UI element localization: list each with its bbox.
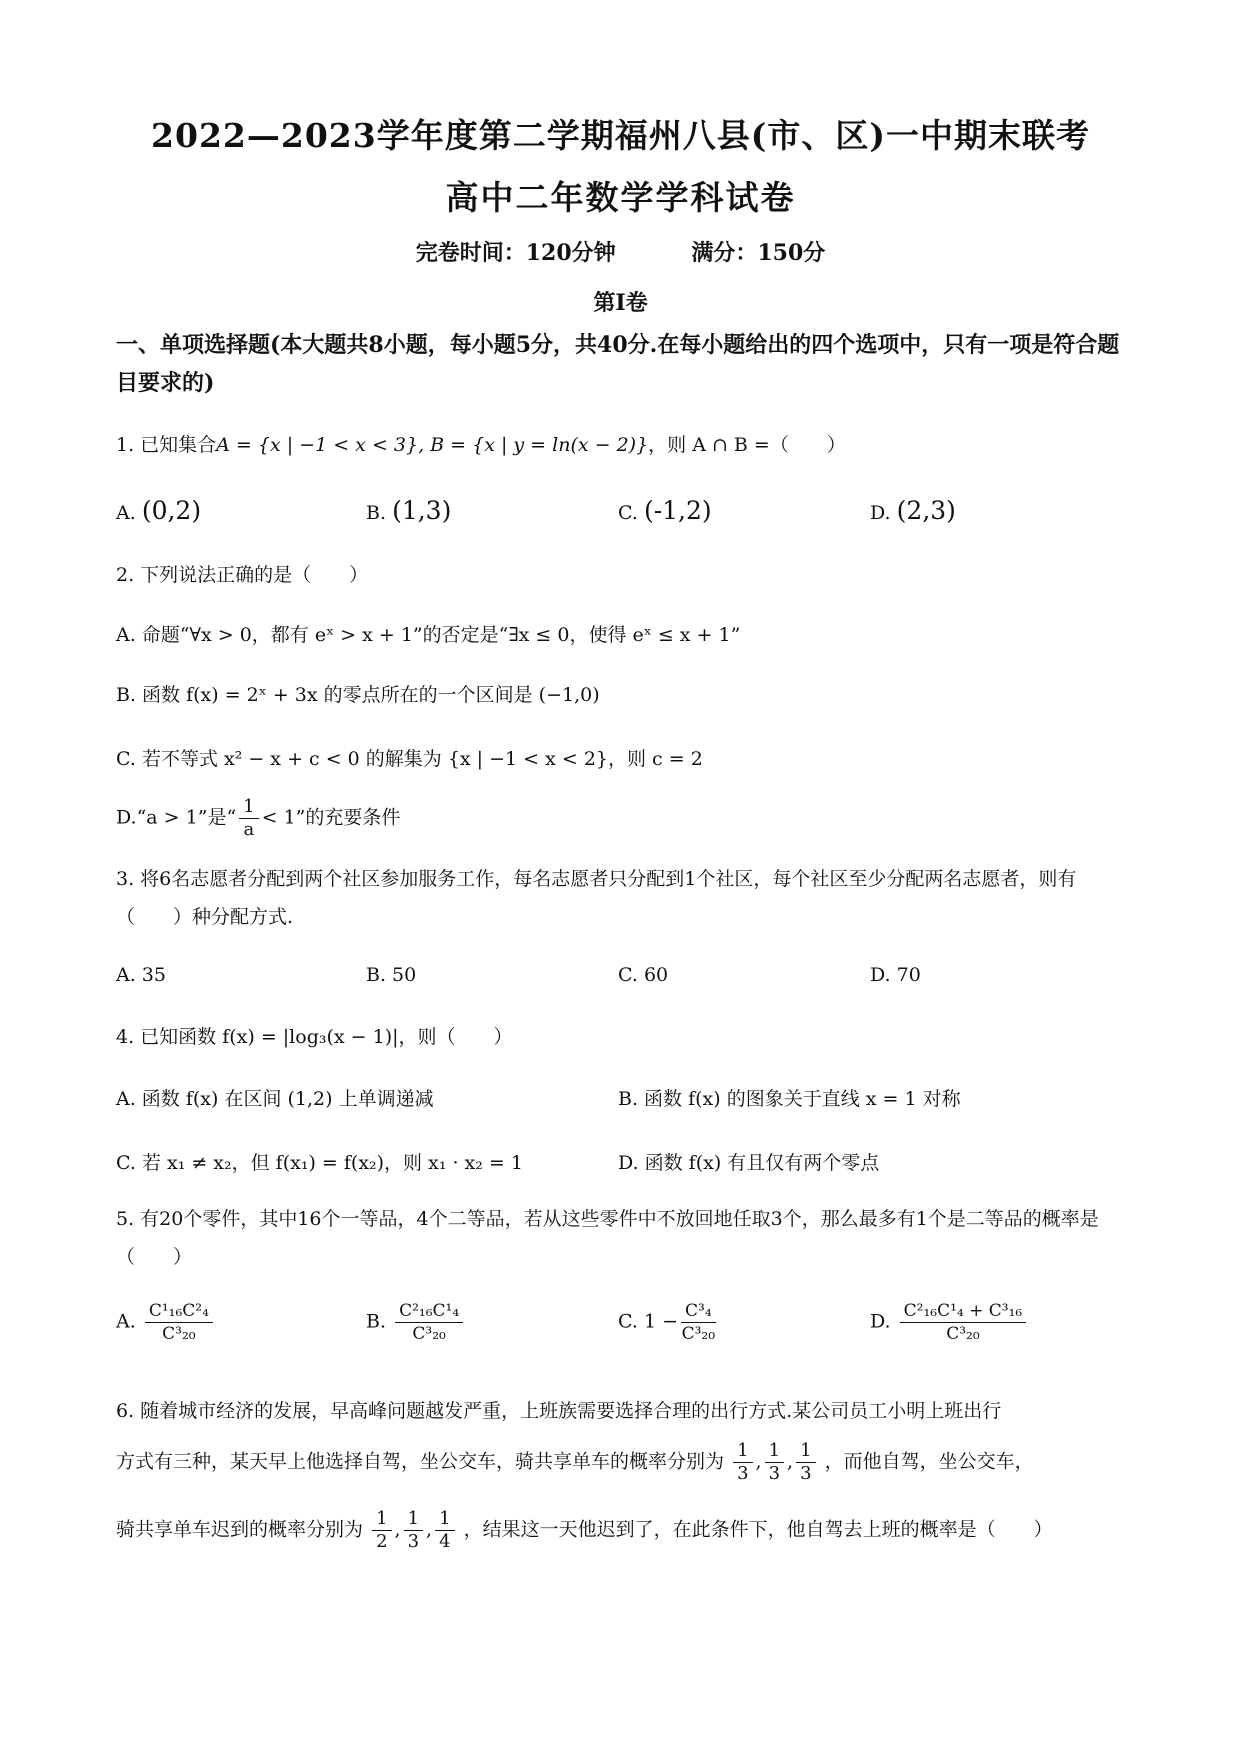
part-label: 第Ⅰ卷 [593, 290, 648, 316]
question-6-line-3: 骑共享单车迟到的概率分别为 $\frac{1}{2}$ , $\frac{1}{3}$ , $\frac{1}{4}$ ，结果这一天他迟到了，在此条件下，他自驾去上班的概率是（ ） [116, 1508, 1053, 1552]
question-1-stem: 1. 已知集合A = {x | −1 < x < 3}, B = {x | y = ln(x − 2)}，则 A ∩ B =（ ） [116, 434, 846, 456]
question-2-stem: 2. 下列说法正确的是（ ） [116, 564, 369, 586]
q2-option-a: A. 命题“∀x > 0，都有 eˣ > x + 1”的否定是“∃x ≤ 0，使得 eˣ ≤ x + 1” [116, 624, 741, 646]
q5-option-d: D. $\frac{\text{C²₁₆C¹₄ + C³₁₆}}{\text{C³₂₀}}$ [870, 1300, 1029, 1345]
q3-option-a: A. 35 [116, 964, 166, 986]
exam-title: 2022—2023学年度第二学期福州八县(市、区)一中期末联考 [151, 116, 1090, 155]
section-heading: 一、单项选择题(本大题共8小题，每小题5分，共40分.在每小题给出的四个选项中，只有一项是符合题目要求的) [116, 332, 1120, 396]
q4-option-b: B. 函数 f(x) 的图象关于直线 x = 1 对称 [618, 1088, 961, 1110]
question-3-stem: 3. 将6名志愿者分配到两个社区参加服务工作，每名志愿者只分配到1个社区，每个社区至少分配两名志愿者，则有（ ）种分配方式. [116, 868, 1077, 928]
q4-option-a: A. 函数 f(x) 在区间 (1,2) 上单调递减 [116, 1088, 434, 1110]
q1-sets: A = {x | −1 < x < 3}, B = {x | y = ln(x − 2)} [216, 434, 649, 456]
q2-option-c: C. 若不等式 x² − x + c < 0 的解集为 {x | −1 < x < 2}，则 c = 2 [116, 748, 703, 770]
q4-option-c: C. 若 x₁ ≠ x₂，但 f(x₁) = f(x₂)，则 x₁ · x₂ = 1 [116, 1152, 523, 1174]
exam-subtitle: 高中二年数学学科试卷 [445, 178, 796, 217]
q2-option-b: B. 函数 f(x) = 2ˣ + 3x 的零点所在的一个区间是 (−1,0) [116, 684, 600, 706]
q1-option-b: B. (1,3) [366, 496, 452, 525]
exam-meta [0, 236, 1241, 267]
q4-option-d: D. 函数 f(x) 有且仅有两个零点 [618, 1152, 880, 1174]
question-4-stem: 4. 已知函数 f(x) = |log₃(x − 1)|，则（ ） [116, 1026, 513, 1048]
q3-option-d: D. 70 [870, 964, 921, 986]
exam-score: 满分：150分 [691, 240, 826, 266]
q1-option-c: C. (-1,2) [618, 496, 712, 525]
q5-option-c: C. 1 − $\frac{\text{C³₄}}{\text{C³₂₀}}$ [618, 1301, 716, 1344]
q2-option-d: D.“a > 1”是“ $\frac{1}{a}$ < 1”的充要条件 [116, 796, 401, 840]
q3-option-b: B. 50 [366, 964, 417, 986]
q1-option-d: D. (2,3) [870, 496, 956, 525]
q3-option-c: C. 60 [618, 964, 669, 986]
q1-option-a: A. (0,2) [116, 496, 202, 525]
question-6-line-2: 方式有三种，某天早上他选择自驾，坐公交车，骑共享单车的概率分别为 $\frac{1}{3}$ , $\frac{1}{3}$ , $\frac{1}{3}$ ，而他自驾，坐公交车， [116, 1440, 1034, 1484]
q5-option-a: A. $\frac{\text{C¹₁₆C²₄}}{\text{C³₂₀}}$ [116, 1300, 216, 1345]
question-5-stem: 5. 有20个零件，其中16个一等品，4个二等品，若从这些零件中不放回地任取3个，那么最多有1个是二等品的概率是（ ） [116, 1208, 1099, 1268]
question-6-line-1: 6. 随着城市经济的发展，早高峰问题越发严重，上班族需要选择合理的出行方式.某公司员工小明上班出行 [116, 1400, 1002, 1422]
exam-time: 完卷时间：120分钟 [415, 240, 616, 266]
q5-option-b: B. $\frac{\text{C²₁₆C¹₄}}{\text{C³₂₀}}$ [366, 1300, 466, 1345]
